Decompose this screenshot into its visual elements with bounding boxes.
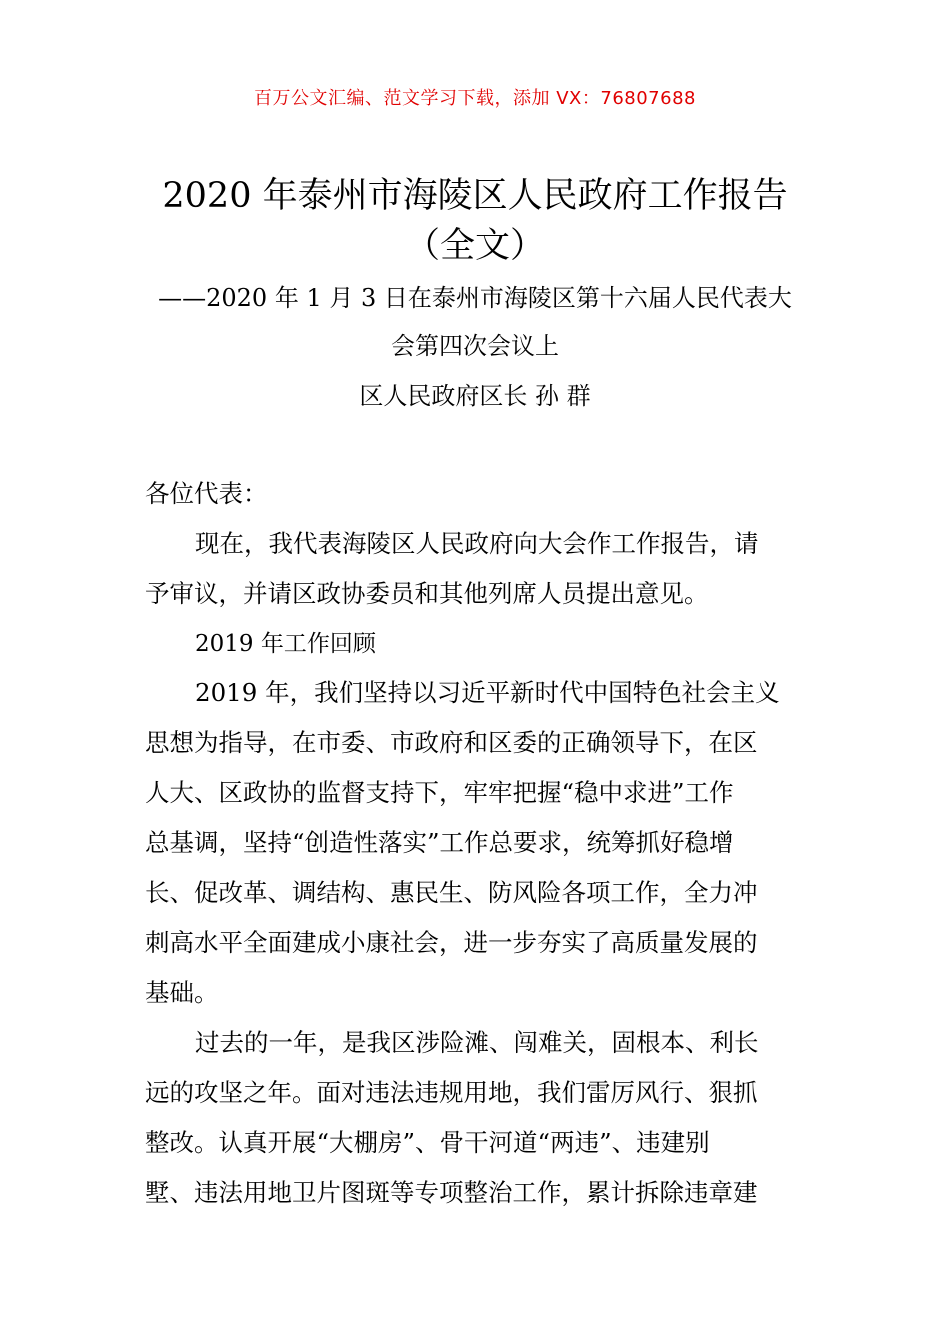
paragraph-2-line-1: 2019 年，我们坚持以习近平新时代中国特色社会主义 <box>195 678 780 707</box>
section-heading: 2019 年工作回顾 <box>195 631 376 657</box>
paragraph-3-line-3: 整改。认真开展“大棚房”、骨干河道“两违”、违建别 <box>145 1128 710 1157</box>
paragraph-3-line-2: 远的攻坚之年。面对违法违规用地，我们雷厉风行、狠抓 <box>145 1078 758 1107</box>
subtitle-line-1: ——2020 年 1 月 3 日在泰州市海陵区第十六届人民代表大 <box>158 284 792 312</box>
salutation: 各位代表： <box>145 479 268 508</box>
paragraph-2-line-4: 总基调，坚持“创造性落实”工作总要求，统筹抓好稳增 <box>145 828 734 857</box>
watermark-banner: 百万公文汇编、范文学习下载，添加 VX：76807688 <box>254 88 696 109</box>
paragraph-2-line-2: 思想为指导，在市委、市政府和区委的正确领导下，在区 <box>145 728 758 757</box>
paragraph-3-line-4: 墅、违法用地卫片图斑等专项整治工作，累计拆除违章建 <box>145 1178 758 1207</box>
paragraph-2-line-7: 基础。 <box>145 978 219 1007</box>
document-title-line-1: 2020 年泰州市海陵区人民政府工作报告 <box>162 176 788 216</box>
paragraph-2-line-3: 人大、区政协的监督支持下，牢牢把握“稳中求进”工作 <box>145 778 734 807</box>
paragraph-1-line-2: 予审议，并请区政协委员和其他列席人员提出意见。 <box>145 579 709 608</box>
document-title-line-2: （全文） <box>404 226 545 266</box>
author-line: 区人民政府区长 孙 群 <box>359 382 591 410</box>
paragraph-3-line-1: 过去的一年，是我区涉险滩、闯难关，固根本、利长 <box>195 1028 759 1057</box>
subtitle-line-2: 会第四次会议上 <box>391 332 559 360</box>
paragraph-1-line-1: 现在，我代表海陵区人民政府向大会作工作报告，请 <box>195 529 759 558</box>
paragraph-2-line-5: 长、促改革、调结构、惠民生、防风险各项工作，全力冲 <box>145 878 758 907</box>
paragraph-2-line-6: 刺高水平全面建成小康社会，进一步夯实了高质量发展的 <box>145 928 758 957</box>
